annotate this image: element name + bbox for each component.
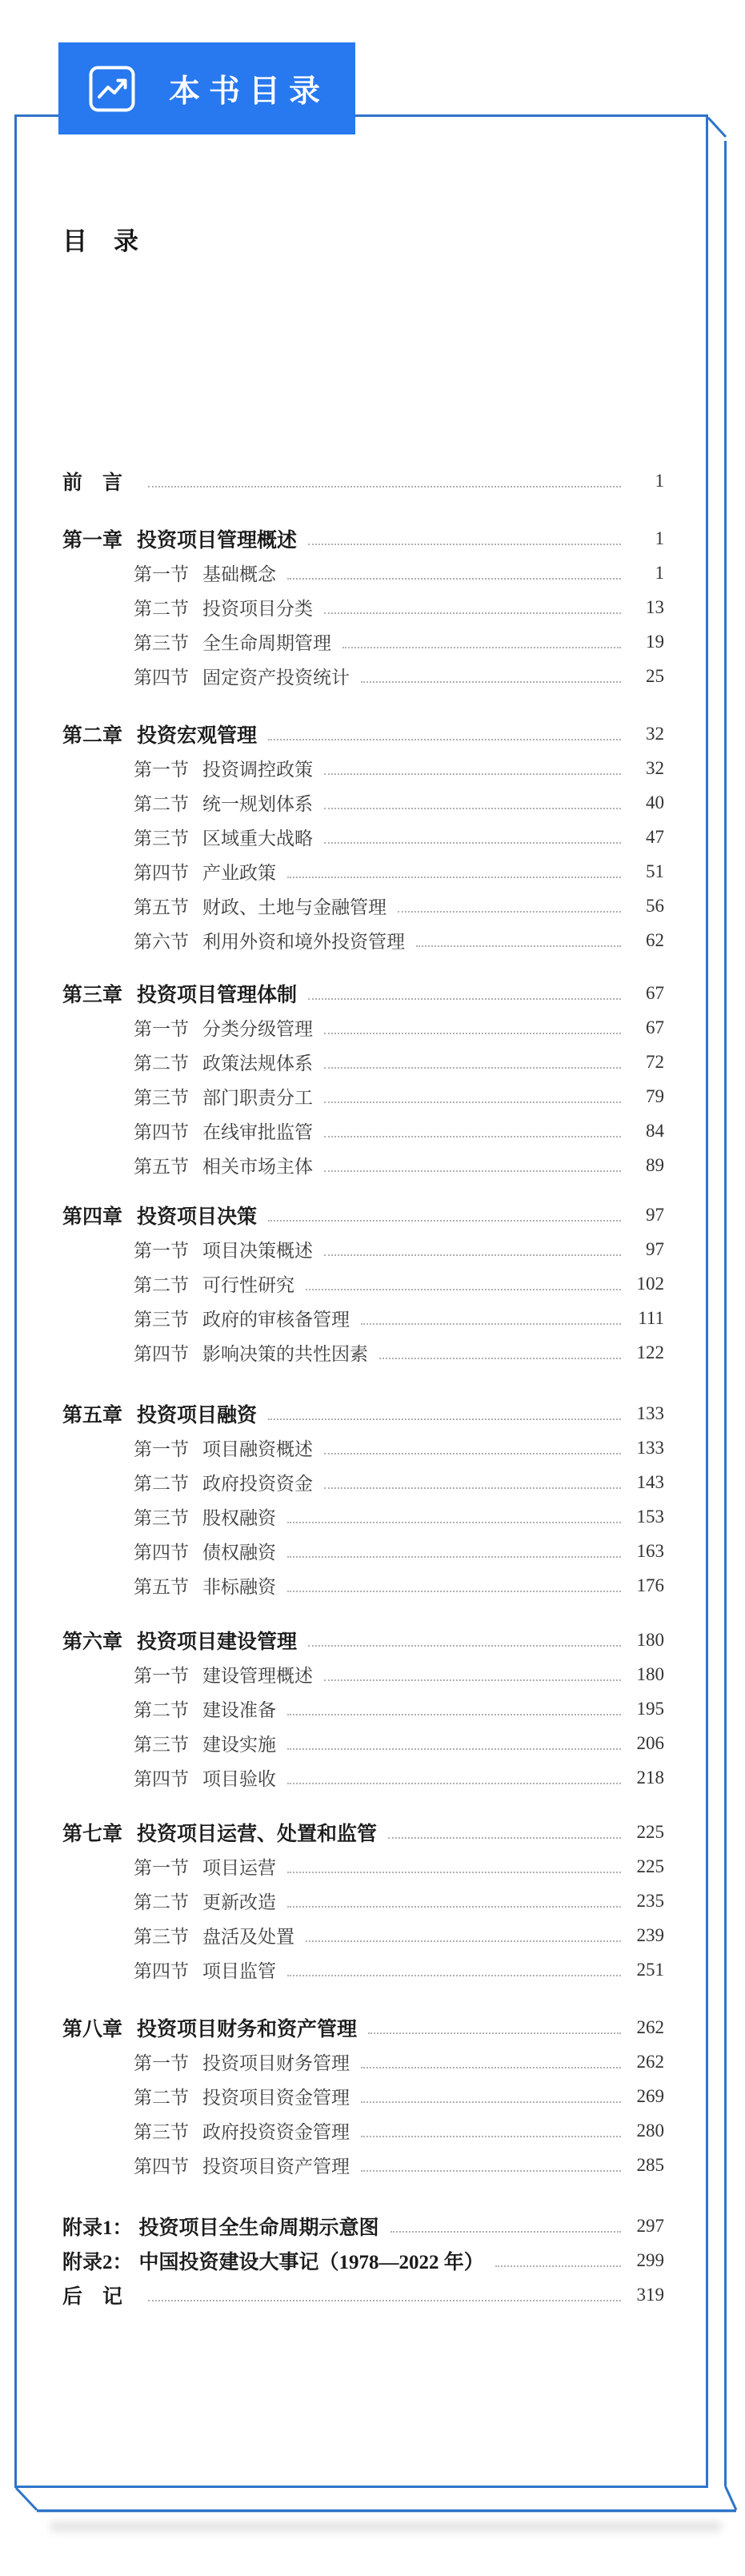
dot-leader	[287, 1714, 621, 1715]
toc-group	[62, 976, 664, 1182]
toc-entry-title: 建设管理概述	[202, 1666, 313, 1686]
toc-row-chapter	[62, 1815, 664, 1849]
toc-row-postscript	[62, 2277, 664, 2312]
dot-leader	[324, 842, 621, 844]
toc-entry-title: 建设准备	[202, 1700, 276, 1720]
page-number: 251	[636, 1959, 664, 1980]
dot-leader	[361, 2136, 621, 2137]
page-number: 143	[636, 1471, 664, 1492]
toc-entry-title: 相关市场主体	[202, 1157, 313, 1177]
page-number: 1	[655, 528, 664, 548]
toc-entry-title: 分类分级管理	[202, 1019, 313, 1039]
toc-entry-label: 第三节	[134, 1735, 189, 1755]
page-number: 47	[646, 826, 664, 847]
toc-entry-title: 投资项目资金管理	[202, 2088, 350, 2108]
toc-entry-title: 项目验收	[202, 1769, 276, 1789]
toc-row-chapter	[62, 716, 664, 751]
page-number: 285	[636, 2154, 664, 2175]
page-number: 25	[646, 665, 664, 686]
page-number: 32	[646, 723, 664, 744]
trending-up-icon	[89, 66, 135, 112]
page-number: 195	[636, 1698, 664, 1719]
toc-entry-title: 投资项目全生命周期示意图	[138, 2217, 379, 2239]
toc-entry-title: 中国投资建设大事记（1978—2022 年）	[138, 2251, 484, 2273]
dot-leader	[287, 877, 621, 878]
toc-entry-label: 第三节	[134, 1927, 189, 1947]
toc-row-chapter	[62, 1396, 664, 1430]
toc-row-section	[62, 1010, 664, 1045]
toc-entry-title: 财政、土地与金融管理	[202, 897, 387, 917]
toc-entry-title: 项目融资概述	[202, 1439, 313, 1459]
toc-entry-title: 基础概念	[202, 564, 276, 584]
dot-leader	[308, 544, 621, 545]
toc-entry-title: 投资项目财务和资产管理	[137, 2018, 358, 2040]
toc-entry-label: 第三节	[134, 829, 189, 849]
dot-leader	[361, 681, 621, 683]
toc-entry-title: 影响决策的共性因素	[202, 1344, 368, 1364]
dot-leader	[324, 612, 621, 614]
toc-row-chapter	[62, 521, 664, 556]
toc-row-section	[62, 2044, 664, 2079]
toc-entry-label: 第一节	[134, 760, 189, 780]
page-number: 269	[636, 2085, 664, 2106]
toc-entry-label: 第四节	[134, 1769, 189, 1789]
toc-entry-label: 附录1：	[62, 2217, 133, 2239]
dot-leader	[287, 1906, 621, 1908]
dot-leader	[324, 1101, 621, 1103]
toc-entry-label: 后 记	[62, 2285, 123, 2308]
toc-entry-label: 第五节	[134, 897, 189, 917]
toc-entry-title: 区域重大战略	[202, 829, 313, 849]
toc-row-section	[62, 1079, 664, 1113]
dot-leader	[368, 2032, 621, 2034]
toc-entry-title: 全生命周期管理	[202, 633, 331, 653]
toc-entry-title: 投资项目建设管理	[137, 1631, 298, 1653]
toc-entry-title: 固定资产投资统计	[202, 668, 350, 688]
dot-leader	[287, 1783, 621, 1784]
dot-leader	[324, 1033, 621, 1034]
toc-entry-title: 建设实施	[202, 1735, 276, 1755]
page-number: 163	[636, 1540, 664, 1561]
toc-entry-label: 第三节	[134, 2122, 189, 2142]
toc-row-section	[62, 1301, 664, 1335]
toc-row-section	[62, 659, 664, 693]
toc-entry-title: 政府的审核备管理	[202, 1310, 350, 1330]
dot-leader	[268, 1418, 621, 1420]
page-number: 1	[655, 562, 664, 583]
page-number: 122	[636, 1342, 664, 1362]
page-number: 51	[646, 861, 664, 881]
dot-leader	[324, 773, 621, 775]
page-number: 67	[646, 982, 664, 1003]
toc-row-section	[62, 1884, 664, 1918]
toc-entry-label: 第一节	[134, 1019, 189, 1039]
page-number: 84	[646, 1120, 664, 1141]
toc-entry-title: 项目运营	[202, 1858, 276, 1878]
toc-entry-label: 前 言	[62, 471, 123, 494]
toc-row-front-matter	[62, 463, 664, 498]
toc-entry-label: 第三节	[134, 633, 189, 653]
dot-leader	[308, 998, 621, 1000]
dot-leader	[148, 2300, 621, 2301]
page-number: 62	[646, 929, 664, 950]
dot-leader	[361, 2101, 621, 2103]
toc-entry-title: 盘活及处置	[202, 1927, 294, 1947]
dot-leader	[391, 2231, 621, 2233]
page-number: 218	[636, 1767, 664, 1788]
page-number: 235	[636, 1890, 664, 1911]
toc-entry-title: 产业政策	[202, 863, 276, 883]
toc-row-appendix	[62, 2209, 664, 2243]
dot-leader	[287, 1591, 621, 1592]
toc-group	[62, 1623, 664, 1795]
toc-entry-label: 第五节	[134, 1157, 189, 1177]
toc-row-section	[62, 2113, 664, 2148]
toc-row-section	[62, 1148, 664, 1182]
dot-leader	[324, 1170, 621, 1172]
page-number: 133	[636, 1402, 664, 1423]
dot-leader	[324, 1136, 621, 1138]
toc-row-section	[62, 2148, 664, 2182]
page-number: 40	[646, 792, 664, 813]
toc-group	[62, 1396, 664, 1603]
toc-entry-label: 第二节	[134, 1700, 189, 1720]
page-number: 297	[636, 2215, 664, 2236]
page-number: 79	[646, 1085, 664, 1106]
toc-row-chapter	[62, 1623, 664, 1657]
dot-leader	[308, 1645, 621, 1647]
badge-label: 本书目录	[169, 74, 330, 109]
page-number: 1	[655, 470, 664, 491]
page-number: 133	[636, 1437, 664, 1458]
toc-entry-label: 第二节	[134, 2088, 189, 2108]
toc-entry-label: 第二节	[134, 1474, 189, 1494]
toc-row-chapter	[62, 2010, 664, 2044]
toc-entry-title: 部门职责分工	[202, 1088, 313, 1108]
toc-group	[62, 521, 664, 693]
toc-group	[62, 2010, 664, 2182]
dot-leader	[306, 1289, 621, 1290]
toc-group	[62, 1198, 664, 1370]
toc-row-section	[62, 1232, 664, 1266]
dot-leader	[324, 1254, 621, 1256]
toc-row-section	[62, 2079, 664, 2113]
page-number: 225	[636, 1856, 664, 1876]
toc-entry-label: 附录2：	[62, 2251, 133, 2273]
toc-entry-title: 投资项目管理体制	[137, 984, 298, 1006]
toc-row-section	[62, 1266, 664, 1301]
toc-row-section	[62, 785, 664, 820]
page-number: 67	[646, 1017, 664, 1037]
toc-entry-title: 非标融资	[202, 1577, 276, 1597]
toc-entry-label: 第四节	[134, 1961, 189, 1981]
page-number: 102	[636, 1273, 664, 1294]
toc-entry-label: 第三章	[62, 984, 123, 1006]
page-number: 319	[636, 2284, 664, 2305]
toc-row-section	[62, 1335, 664, 1370]
dot-leader	[379, 1358, 621, 1359]
toc-row-section	[62, 1726, 664, 1760]
toc-entry-label: 第四章	[62, 1206, 123, 1228]
page-number: 153	[636, 1506, 664, 1527]
toc-entry-title: 投资项目运营、处置和监管	[137, 1823, 378, 1845]
toc-row-section	[62, 1849, 664, 1884]
toc-entry-label: 第一节	[134, 1439, 189, 1459]
page-number: 180	[636, 1663, 664, 1684]
toc-entry-title: 项目监管	[202, 1961, 276, 1981]
toc-row-section	[62, 820, 664, 854]
dot-leader	[287, 1522, 621, 1523]
toc-entry-label: 第四节	[134, 863, 189, 883]
toc-row-section	[62, 1534, 664, 1568]
toc-row-section	[62, 1045, 664, 1079]
page-number: 206	[636, 1732, 664, 1753]
toc-row-section	[62, 1760, 664, 1795]
toc-row-section	[62, 590, 664, 624]
dot-leader	[361, 2170, 621, 2172]
toc-entry-label: 第六节	[134, 932, 189, 952]
dot-leader	[306, 1940, 621, 1942]
toc-entry-label: 第二节	[134, 794, 189, 814]
toc-entry-title: 在线审批监管	[202, 1122, 313, 1142]
toc-row-section	[62, 923, 664, 957]
dot-leader	[361, 2067, 621, 2068]
toc-entry-label: 第四节	[134, 668, 189, 688]
toc-row-section	[62, 1918, 664, 1952]
dot-leader	[287, 578, 621, 580]
toc-entry-title: 统一规划体系	[202, 794, 313, 814]
toc-entry-label: 第二节	[134, 1053, 189, 1073]
toc-entry-label: 第一节	[134, 1858, 189, 1878]
toc-row-section	[62, 1657, 664, 1691]
toc-row-section	[62, 556, 664, 590]
dot-leader	[287, 1556, 621, 1558]
toc-entry-title: 政府投资资金	[202, 1474, 313, 1494]
dot-leader	[324, 1453, 621, 1455]
toc-entry-label: 第四节	[134, 1344, 189, 1364]
toc-row-chapter	[62, 1198, 664, 1232]
toc-entry-title: 利用外资和境外投资管理	[202, 932, 405, 952]
toc-row-appendix	[62, 2243, 664, 2277]
page-number: 299	[636, 2249, 664, 2270]
toc-entry-title: 投资项目资产管理	[202, 2157, 350, 2177]
toc-row-section	[62, 751, 664, 785]
page-number: 97	[646, 1238, 664, 1259]
toc-row-section	[62, 1113, 664, 1148]
toc-entry-label: 第五节	[134, 1577, 189, 1597]
toc-entry-label: 第四节	[134, 1543, 189, 1563]
page-number: 111	[638, 1307, 664, 1328]
page-number: 13	[646, 596, 664, 617]
page-number: 225	[636, 1821, 664, 1842]
toc-entry-label: 第五章	[62, 1404, 123, 1426]
page-number: 72	[646, 1051, 664, 1072]
toc-group	[62, 1815, 664, 1987]
toc-entry-title: 政策法规体系	[202, 1053, 313, 1073]
toc-row-section	[62, 1465, 664, 1499]
toc-entry-label: 第四节	[134, 1122, 189, 1142]
page-number: 97	[646, 1204, 664, 1225]
toc-row-section	[62, 854, 664, 889]
dot-leader	[342, 647, 621, 648]
toc-entry-label: 第一节	[134, 1241, 189, 1261]
dot-leader	[148, 486, 621, 488]
toc-row-section	[62, 1952, 664, 1987]
toc-entry-label: 第三节	[134, 1310, 189, 1330]
toc-entry-label: 第二节	[134, 1275, 189, 1295]
toc-row-section	[62, 1691, 664, 1726]
toc-entry-label: 第八章	[62, 2018, 123, 2040]
dot-leader	[388, 1837, 621, 1839]
dot-leader	[398, 911, 621, 913]
toc-row-section	[62, 624, 664, 659]
toc-entry-label: 第四节	[134, 2157, 189, 2177]
dot-leader	[361, 1323, 621, 1325]
toc-entry-title: 投资项目决策	[137, 1206, 258, 1228]
toc-group	[62, 716, 664, 957]
toc-entry-label: 第二节	[134, 1892, 189, 1912]
page-number: 180	[636, 1629, 664, 1650]
toc-entry-label: 第一节	[134, 564, 189, 584]
toc-entry-title: 投资项目融资	[137, 1404, 258, 1426]
toc-entry-label: 第二章	[62, 724, 123, 747]
dot-leader	[268, 739, 621, 740]
dot-leader	[416, 945, 621, 947]
toc-row-section	[62, 889, 664, 923]
dot-leader	[324, 1679, 621, 1681]
page-title: 目 录	[62, 227, 139, 255]
page-number: 176	[636, 1575, 664, 1595]
page-number: 262	[636, 2016, 664, 2037]
toc-entry-label: 第一章	[62, 529, 123, 552]
dot-leader	[495, 2265, 621, 2267]
toc-entry-title: 项目决策概述	[202, 1241, 313, 1261]
toc-entry-label: 第三节	[134, 1088, 189, 1108]
toc-entry-label: 第六章	[62, 1631, 123, 1653]
toc-entry-title: 更新改造	[202, 1892, 276, 1912]
page-number: 32	[646, 757, 664, 778]
page-number: 239	[636, 1924, 664, 1945]
toc-row-section	[62, 1499, 664, 1534]
toc-row-section	[62, 1430, 664, 1465]
toc-entry-title: 投资项目分类	[202, 599, 313, 619]
toc-group	[62, 2209, 664, 2312]
toc-entry-title: 投资项目财务管理	[202, 2053, 350, 2073]
toc-entry-title: 政府投资资金管理	[202, 2122, 350, 2142]
dot-leader	[324, 808, 621, 809]
book-toc-badge	[58, 42, 355, 134]
toc-entry-title: 投资宏观管理	[137, 724, 258, 747]
toc-row-chapter	[62, 976, 664, 1010]
dot-leader	[287, 1975, 621, 1976]
dot-leader	[287, 1748, 621, 1750]
page-number: 280	[636, 2120, 664, 2141]
toc-row-section	[62, 1568, 664, 1603]
page-number: 89	[646, 1154, 664, 1175]
toc-entry-label: 第三节	[134, 1508, 189, 1528]
toc-entry-title: 投资项目管理概述	[137, 529, 298, 552]
toc-entry-label: 第七章	[62, 1823, 123, 1845]
dot-leader	[324, 1487, 621, 1489]
toc-entry-title: 可行性研究	[202, 1275, 294, 1295]
page-number: 19	[646, 631, 664, 652]
toc-entry-label: 第一节	[134, 1666, 189, 1686]
toc-entry-label: 第一节	[134, 2053, 189, 2073]
dot-leader	[287, 1872, 621, 1873]
toc-group	[62, 463, 664, 498]
toc-entry-title: 股权融资	[202, 1508, 276, 1528]
dot-leader	[324, 1067, 621, 1069]
page-number: 56	[646, 895, 664, 916]
toc-entry-title: 债权融资	[202, 1543, 276, 1563]
dot-leader	[268, 1220, 621, 1222]
page-number: 262	[636, 2051, 664, 2072]
toc-entry-label: 第二节	[134, 599, 189, 619]
toc-entry-title: 投资调控政策	[202, 760, 313, 780]
